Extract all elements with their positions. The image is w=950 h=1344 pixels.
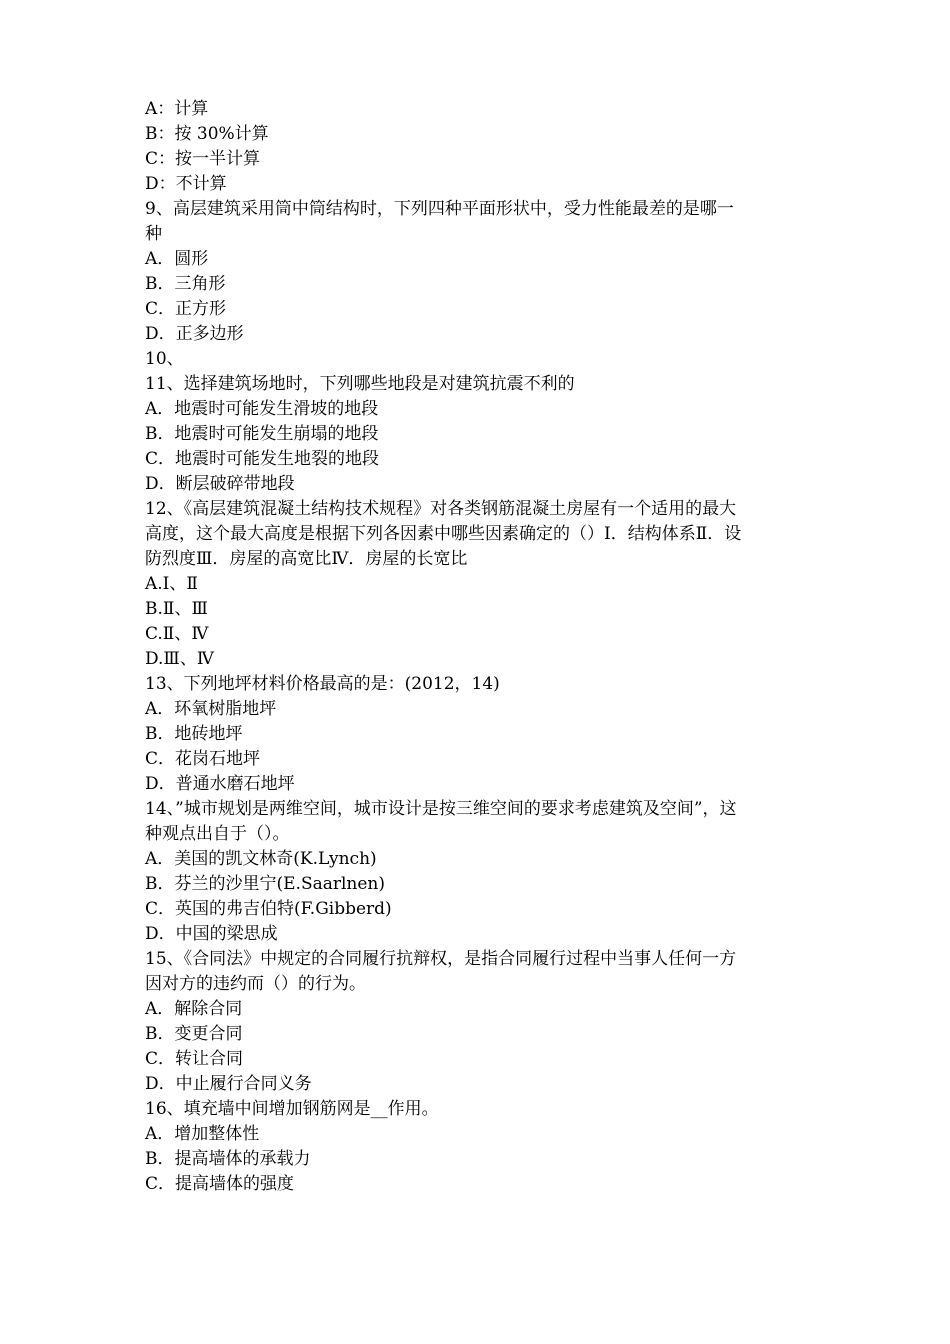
text-line: A．美国的凯文林奇(K.Lynch) bbox=[145, 849, 377, 869]
text-line: D．中止履行合同义务 bbox=[145, 1074, 312, 1094]
text-line: C．英国的弗吉伯特(F.Gibberd) bbox=[145, 899, 392, 919]
text-line: C：按一半计算 bbox=[145, 149, 261, 169]
text-line: A．解除合同 bbox=[145, 999, 243, 1019]
text-line: B．变更合同 bbox=[145, 1024, 243, 1044]
text-line: A．圆形 bbox=[145, 249, 209, 269]
text-line: B：按 30%计算 bbox=[145, 124, 269, 144]
text-line: C．提高墙体的强度 bbox=[145, 1174, 295, 1194]
text-line: 防烈度Ⅲ．房屋的高宽比Ⅳ．房屋的长宽比 bbox=[145, 549, 468, 569]
text-line: A：计算 bbox=[145, 99, 209, 119]
text-line: B.Ⅱ、Ⅲ bbox=[145, 599, 208, 619]
question-9: 9、高层建筑采用筒中筒结构时，下列四种平面形状中，受力性能最差的是哪一 bbox=[145, 199, 734, 219]
text-line: A.Ⅰ、Ⅱ bbox=[145, 574, 198, 594]
text-line: D．正多边形 bbox=[145, 324, 244, 344]
text-line: C．花岗石地坪 bbox=[145, 749, 261, 769]
text-line: D．中国的梁思成 bbox=[145, 924, 278, 944]
question-14: 14、”城市规划是两维空间，城市设计是按三维空间的要求考虑建筑及空间”，这 bbox=[145, 799, 737, 819]
text-line: A．增加整体性 bbox=[145, 1124, 260, 1144]
text-line: B．提高墙体的承载力 bbox=[145, 1149, 311, 1169]
text-line: A．地震时可能发生滑坡的地段 bbox=[145, 399, 379, 419]
question-11: 11、选择建筑场地时，下列哪些地段是对建筑抗震不利的 bbox=[145, 374, 575, 394]
text-line: B．地震时可能发生崩塌的地段 bbox=[145, 424, 379, 444]
text-line: D.Ⅲ、Ⅳ bbox=[145, 649, 214, 669]
text-line: 种 bbox=[145, 224, 162, 244]
text-line: C.Ⅱ、Ⅳ bbox=[145, 624, 209, 644]
text-line: A．环氧树脂地坪 bbox=[145, 699, 277, 719]
text-line: B．三角形 bbox=[145, 274, 226, 294]
text-line: 高度，这个最大高度是根据下列各因素中哪些因素确定的（）Ⅰ．结构体系Ⅱ．设 bbox=[145, 524, 742, 544]
text-line: C．正方形 bbox=[145, 299, 227, 319]
text-line: 种观点出自于（）。 bbox=[145, 824, 290, 844]
text-line: C．转让合同 bbox=[145, 1049, 244, 1069]
document-body bbox=[145, 97, 810, 1197]
text-line: D．断层破碎带地段 bbox=[145, 474, 295, 494]
text-line: B．芬兰的沙里宁(E.Saarlnen) bbox=[145, 874, 386, 894]
question-13: 13、下列地坪材料价格最高的是：(2012，14) bbox=[145, 674, 500, 694]
text-line: 因对方的违约而（）的行为。 bbox=[145, 974, 366, 994]
question-16: 16、填充墙中间增加钢筋网是__作用。 bbox=[145, 1099, 439, 1119]
text-line: B．地砖地坪 bbox=[145, 724, 243, 744]
text-line: D：不计算 bbox=[145, 174, 227, 194]
question-15: 15、《合同法》中规定的合同履行抗辩权，是指合同履行过程中当事人任何一方 bbox=[145, 949, 737, 969]
text-line: C．地震时可能发生地裂的地段 bbox=[145, 449, 380, 469]
question-12: 12、《高层建筑混凝土结构技术规程》对各类钢筋混凝土房屋有一个适用的最大 bbox=[145, 499, 737, 519]
question-10: 10、 bbox=[145, 349, 184, 369]
text-line: D．普通水磨石地坪 bbox=[145, 774, 295, 794]
